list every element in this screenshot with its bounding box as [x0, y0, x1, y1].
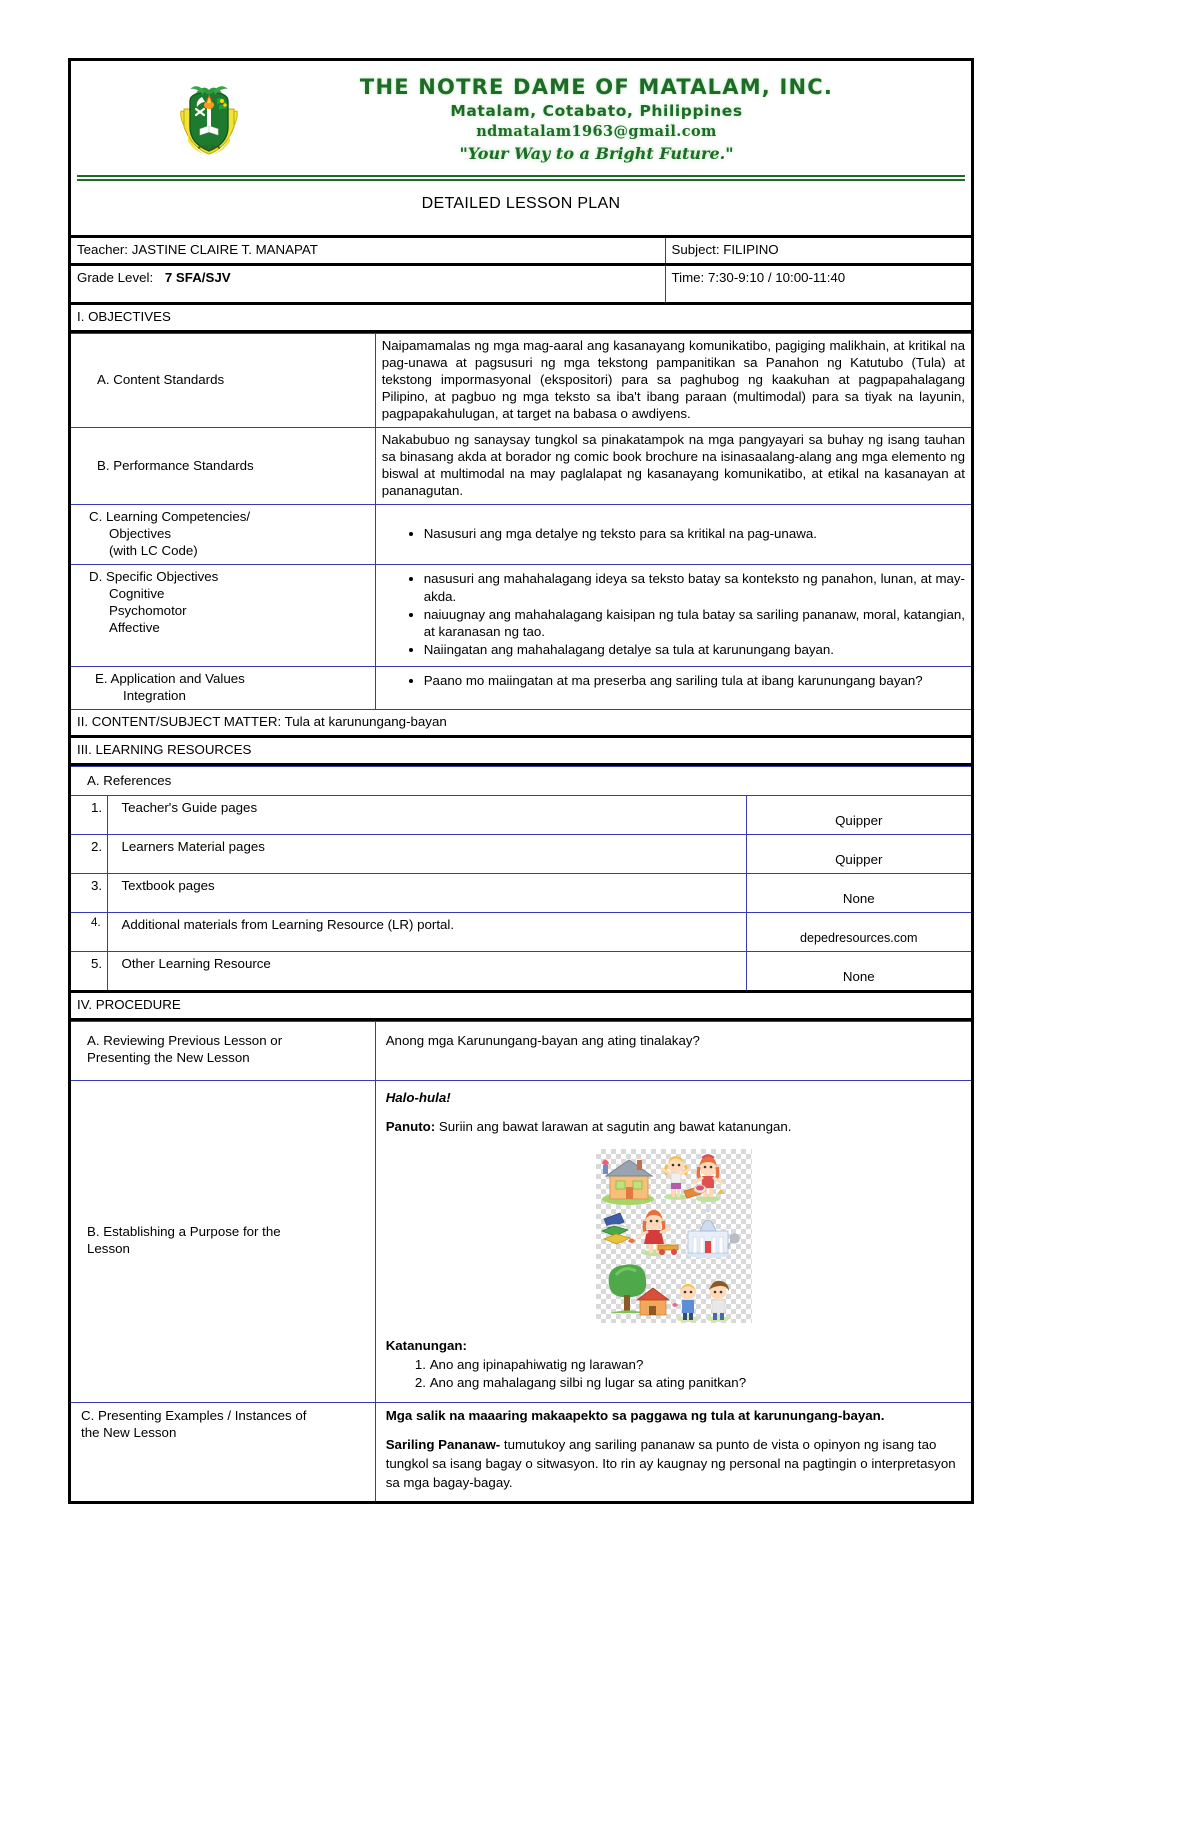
ref-number: 3.: [71, 873, 107, 912]
ep-label-line2: Lesson: [87, 1241, 130, 1257]
ref-name: Teacher's Guide pages: [107, 795, 746, 834]
learning-resources-row: [71, 736, 971, 764]
application-values-list: [382, 672, 965, 689]
table-row: [71, 834, 971, 873]
rev-label-line1: A. Reviewing Previous Lesson or: [87, 1032, 283, 1048]
ref-name: Learners Material pages: [107, 834, 746, 873]
ref-number: 4.: [71, 912, 107, 951]
school-address: Matalam, Cotabato, Philippines: [450, 102, 743, 120]
letterhead: [71, 61, 971, 171]
teacher-cell: Teacher: JASTINE CLAIRE T. MANAPAT: [71, 237, 665, 265]
ep-label-line1: B. Establishing a Purpose for the: [87, 1224, 281, 1240]
list-item: 2. Ano ang mahalagang silbi ng lugar sa ating panitkan?: [430, 1374, 963, 1391]
list-item: • Nasusuri ang mga detalye ng teksto para sa kritikal na pag-unawa.: [424, 525, 965, 542]
content-subject-heading: II. CONTENT/SUBJECT MATTER: Tula at karunungang-bayan: [71, 709, 971, 736]
table-row: [71, 873, 971, 912]
ref-number: 5.: [71, 951, 107, 991]
table-row: [71, 912, 971, 951]
grade-value: 7 SFA/SJV: [164, 270, 231, 286]
questions-list: [386, 1356, 963, 1391]
term-label: Sariling Pananaw-: [385, 1436, 501, 1452]
references-label: A. References: [71, 766, 971, 795]
establishing-purpose-content: [375, 1080, 971, 1402]
teacher-row: [71, 237, 971, 265]
subject-cell: Subject: FILIPINO: [665, 237, 971, 265]
clipart-collage-image: [596, 1149, 752, 1323]
reviewing-lesson-label: [71, 1021, 375, 1080]
procedure-heading: IV. PROCEDURE: [71, 991, 971, 1019]
pe-label-line2: the New Lesson: [81, 1424, 177, 1440]
lc-label-line2: Objectives: [109, 526, 172, 542]
so-label-line4: Affective: [109, 620, 160, 636]
performance-standards-row: [71, 428, 971, 505]
so-label-line3: Psychomotor: [109, 603, 187, 619]
school-email: ndmatalam1963@gmail.com: [476, 123, 717, 140]
content-standards-text: Naipamamalas ng mga mag-aaral ang kasanayang komunikatibo, pagiging malikhain, at kritikal na pag-unawa at pagsusuri ng mga tekstong pampanitikan sa Panahon ng Katutubo (Tula) at tekstong impormasyonal (ekspositori) para sa paghubog ng kaakuhan at pagpapahalagang Pilipino, at pagbuo ng mga teksto sa iba't ibang paraan (multimodal) para sa tiyak na layunin, pagpapakahulugan, at target na babasa o awdiyens.: [375, 334, 971, 428]
list-item: • Paano mo maiingatan at ma preserba ang sariling tula at ibang karunungang bayan?: [424, 672, 965, 689]
ref-number: 2.: [71, 834, 107, 873]
establishing-purpose-row: [71, 1080, 971, 1402]
objectives-heading: I. OBJECTIVES: [71, 304, 971, 332]
presenting-examples-content: [375, 1402, 971, 1500]
references-table: [71, 766, 971, 1021]
grade-label: Grade Level:: [77, 270, 154, 286]
list-item: 1. Ano ang ipinapahiwatig ng larawan?: [430, 1356, 963, 1373]
school-crest-icon: [176, 83, 242, 155]
presenting-examples-row: [71, 1402, 971, 1500]
objectives-table: [71, 333, 971, 766]
lc-label-line3: (with LC Code): [109, 543, 198, 559]
lesson-plan-document: [68, 58, 974, 1504]
activity-title: Halo-hula!: [385, 1089, 451, 1105]
list-item: • naiuugnay ang mahahalagang kaisipan ng tula batay sa sariling pananaw, moral, katangian, at karanasan ng tao.: [424, 606, 965, 641]
learning-competencies-list: [382, 525, 965, 542]
av-label-line2: Integration: [123, 687, 186, 703]
application-values-row: [71, 666, 971, 709]
procedure-table: [71, 1021, 971, 1501]
lc-label-line1: C. Learning Competencies/: [89, 509, 251, 525]
list-item: • nasusuri ang mahahalagang ideya sa teksto batay sa konteksto ng panahon, lunan, at may-akda.: [424, 570, 965, 605]
so-label-line1: D. Specific Objectives: [89, 569, 219, 585]
school-motto: "Your Way to a Bright Future.": [459, 144, 734, 163]
references-header-row: [71, 766, 971, 795]
learning-resources-heading: III. LEARNING RESOURCES: [71, 736, 971, 764]
ref-value: depedresources.com: [746, 912, 971, 951]
specific-objectives-row: [71, 565, 971, 666]
questions-label: Katanungan:: [385, 1337, 467, 1353]
ref-name: Other Learning Resource: [107, 951, 746, 991]
time-cell: Time: 7:30-9:10 / 10:00-11:40: [665, 265, 971, 304]
reviewing-lesson-row: [71, 1021, 971, 1080]
grade-row: [71, 265, 971, 304]
procedure-heading-row: [71, 991, 971, 1019]
ref-name: Textbook pages: [107, 873, 746, 912]
panuto-label: Panuto:: [385, 1118, 436, 1134]
ref-name: Additional materials from Learning Resource (LR) portal.: [107, 912, 746, 951]
content-subject-row: [71, 709, 971, 736]
so-label-line2: Cognitive: [109, 586, 165, 602]
activity-image-wrap: [386, 1141, 963, 1331]
table-row: [71, 951, 971, 991]
term-definition: tumutukoy ang sariling pananaw sa punto de vista o opinyon ng isang tao tungkol sa isang bagay o sitwasyon. Ito rin ay kaugnay ng personal na pagtingin o interpretasyon sa mga bagay-bagay.: [385, 1436, 956, 1490]
application-values-label: [71, 666, 375, 709]
learning-competencies-list-cell: [375, 505, 971, 565]
content-standards-label: A. Content Standards: [71, 334, 375, 428]
rev-label-line2: Presenting the New Lesson: [87, 1049, 250, 1065]
panuto-text: Suriin ang bawat larawan at sagutin ang bawat katanungan.: [435, 1118, 792, 1134]
specific-objectives-list: [382, 570, 965, 658]
list-item: • Naiingatan ang mahahalagang detalye sa tula at karunungang bayan.: [424, 641, 965, 658]
ref-value: Quipper: [746, 834, 971, 873]
performance-standards-text: Nakabubuo ng sanaysay tungkol sa pinakatampok na mga pangyayari sa buhay ng isang tauhan sa binasang akda at borador ng comic book brochure na isinasaalang-alang ang mga elemento ng biswal at multimodal na may paglalapat ng kasanayang komunikatibo, at etikal na kasanayan at pananagutan.: [375, 428, 971, 505]
specific-objectives-label: [71, 565, 375, 666]
document-title: DETAILED LESSON PLAN: [421, 195, 621, 212]
performance-standards-label: B. Performance Standards: [71, 428, 375, 505]
meta-table: [71, 235, 971, 333]
specific-objectives-list-cell: [375, 565, 971, 666]
ref-number: 1.: [71, 795, 107, 834]
ref-value: None: [746, 951, 971, 991]
learning-competencies-label: [71, 505, 375, 565]
ref-value: None: [746, 873, 971, 912]
examples-body: [386, 1436, 963, 1493]
ref-value: Quipper: [746, 795, 971, 834]
learning-competencies-row: [71, 505, 971, 565]
activity-instructions: [386, 1118, 963, 1135]
presenting-examples-label: [71, 1402, 375, 1500]
reviewing-lesson-text: Anong mga Karunungang-bayan ang ating tinalakay?: [375, 1021, 971, 1080]
school-name: THE NOTRE DAME OF MATALAM, INC.: [359, 75, 834, 99]
objectives-heading-row: [71, 304, 971, 332]
application-values-list-cell: [375, 666, 971, 709]
content-standards-row: [71, 334, 971, 428]
examples-heading: Mga salik na maaaring makaapekto sa paggawa ng tula at karunungang-bayan.: [385, 1407, 885, 1423]
table-row: [71, 795, 971, 834]
school-identity: [242, 75, 971, 163]
grade-cell: [71, 265, 665, 304]
establishing-purpose-label: [71, 1080, 375, 1402]
pe-label-line1: C. Presenting Examples / Instances of: [81, 1407, 307, 1423]
svg-text:★ NDM ★: ★ NDM ★: [196, 145, 222, 151]
av-label-line1: E. Application and Values: [95, 670, 245, 686]
